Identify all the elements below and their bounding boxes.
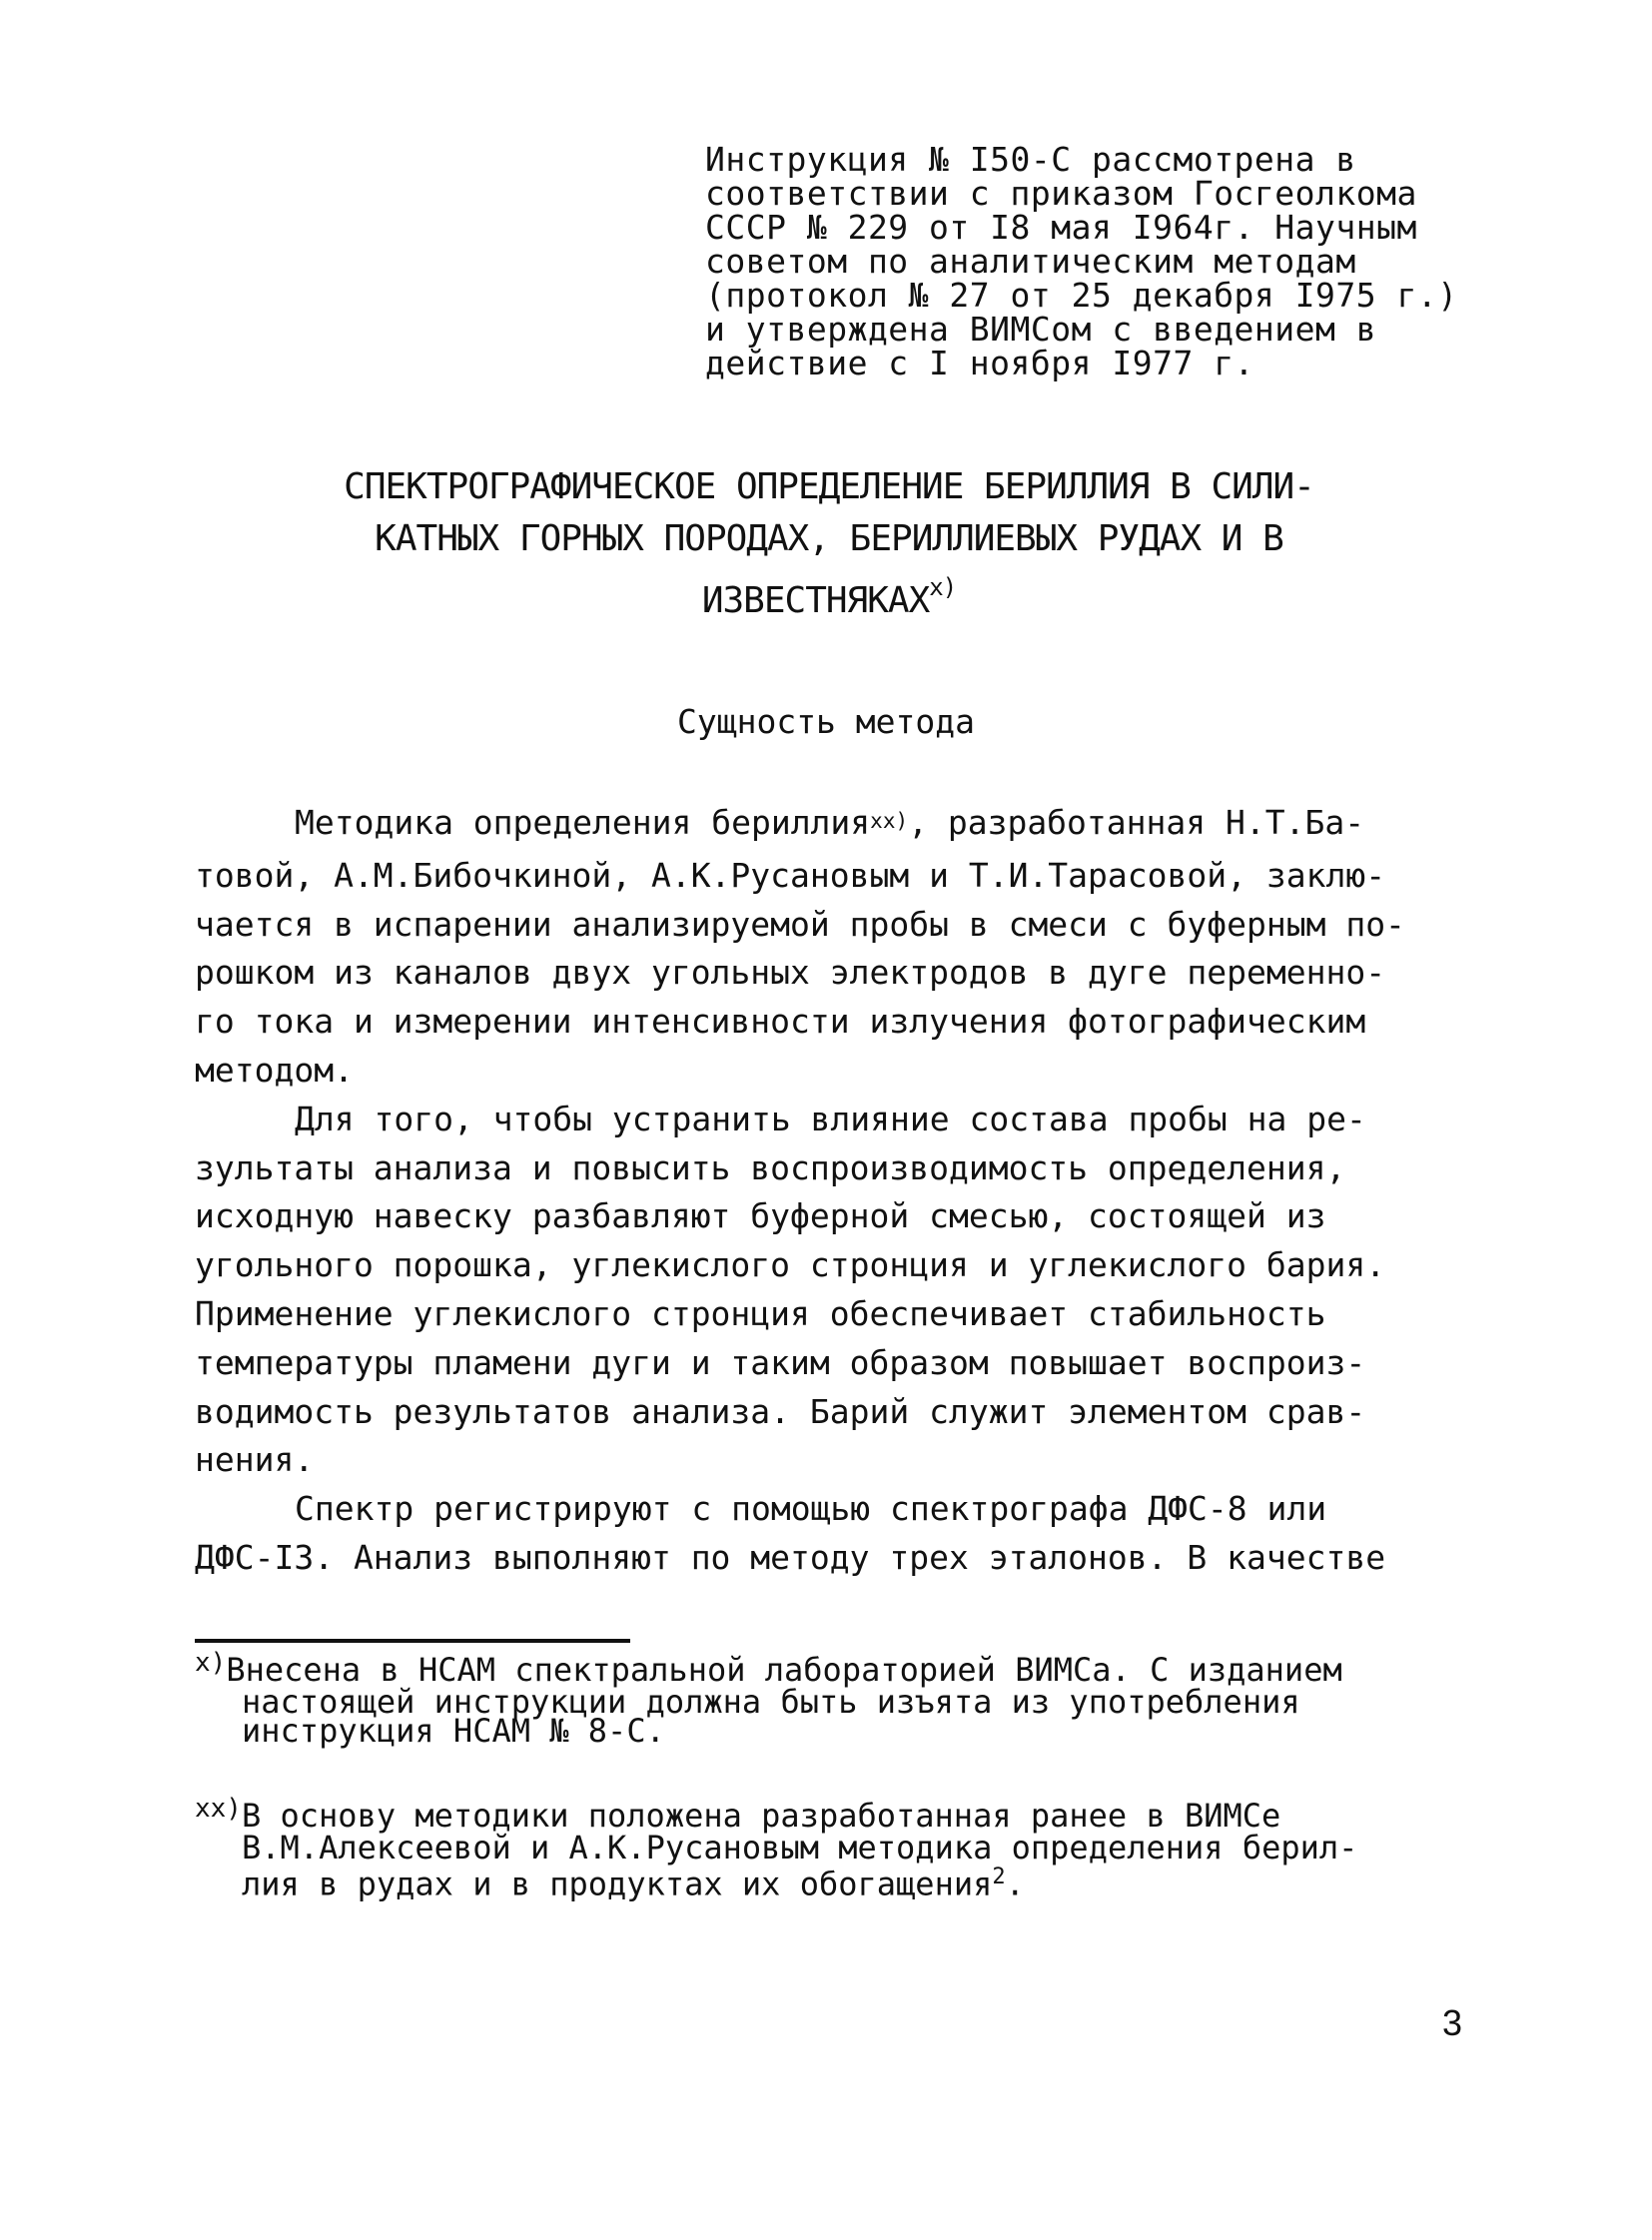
reference-marker: 2 [992, 1865, 1006, 1889]
paragraph-line: Спектр регистрируют с помощью спектрографа ДФС-8 или [295, 1489, 1327, 1529]
footnote-line [195, 1863, 1493, 1903]
paragraph-line: водимость результатов анализа. Барий служит элементом срав- [195, 1391, 1366, 1431]
document-title [300, 461, 1358, 627]
approval-line: соответствии с приказом Госгеолкома [705, 174, 1417, 213]
title-line-text: ИЗВЕСТНЯКАХ [701, 580, 930, 621]
text-run: Методика определения бериллия [295, 803, 871, 842]
paragraph-line: го тока и измерении интенсивности излучения фотографическим [195, 1002, 1366, 1042]
title-line [300, 565, 1358, 627]
approval-line: СССР № 229 от I8 мая I964г. Научным [705, 208, 1417, 247]
footnote-line: В.М.Алексеевой и А.К.Русановым методика определения берил- [242, 1829, 1358, 1867]
footnote [195, 1648, 1493, 1750]
approval-line: и утверждена ВИМСом с введением в [705, 310, 1377, 349]
paragraph-line: товой, А.М.Бибочкиной, А.К.Русановым и Т.И.Тарасовой, заклю- [195, 855, 1386, 895]
paragraph-line: Для того, чтобы устранить влияние состава пробы на ре- [295, 1099, 1366, 1138]
text-run: . [1005, 1865, 1025, 1903]
footnote-line: настоящей инструкции должна быть изъята из употребления [242, 1683, 1300, 1721]
footnote-marker: xx) [870, 809, 909, 833]
text-run: В основу методики положена разработанная ранее в ВИМСе [241, 1797, 1281, 1835]
footnote-marker: x) [195, 1648, 227, 1678]
paragraph-line: температуры пламени дуги и таким образом повышает воспроиз- [195, 1342, 1366, 1382]
text-run: Внесена в НСАМ спектральной лабораторией ВИМСа. С изданием [226, 1651, 1342, 1689]
paragraph-line: методом. [195, 1050, 354, 1090]
paragraph-line [195, 799, 1473, 852]
text-run: , разработанная Н.Т.Ба- [908, 803, 1365, 842]
paragraph-line: ДФС-I3. Анализ выполняют по методу трех эталонов. В качестве [195, 1537, 1386, 1577]
paragraph-line: нения. [195, 1440, 315, 1480]
paragraph-line: исходную навеску разбавляют буферной смесью, состоящей из [195, 1196, 1326, 1236]
approval-note [705, 140, 1464, 382]
footnote [195, 1794, 1493, 1903]
paragraph-line: зультаты анализа и повысить воспроизводимость определения, [195, 1147, 1346, 1187]
title-footnote-marker: x) [929, 573, 957, 601]
paragraph-line: угольного порошка, углекислого стронция и углекислого бария. [195, 1245, 1386, 1285]
title-line: КАТНЫХ ГОРНЫХ ПОРОДАХ, БЕРИЛЛИЕВЫХ РУДАХ И В [375, 518, 1283, 559]
footnote-line: инструкция НСАМ № 8-С. [242, 1712, 665, 1750]
paragraph-line: рошком из каналов двух угольных электродов в дуге переменно- [195, 953, 1386, 993]
body-text [195, 799, 1473, 1583]
approval-line: советом по аналитическим методам [705, 242, 1356, 281]
page-number: 3 [1442, 2002, 1463, 2043]
section-heading: Сущность метода [676, 702, 975, 741]
approval-line: (протокол № 27 от 25 декабря I975 г.) [705, 276, 1458, 315]
paragraph-line: Применение углекислого стронция обеспечивает стабильность [195, 1293, 1326, 1333]
approval-line: действие с I ноября I977 г. [705, 344, 1254, 382]
paragraph-line: чается в испарении анализируемой пробы в смеси с буферным по- [195, 904, 1405, 944]
title-line: СПЕКТРОГРАФИЧЕСКОЕ ОПРЕДЕЛЕНИЕ БЕРИЛЛИЯ В СИЛИ- [344, 466, 1314, 507]
footnote-marker: xx) [195, 1794, 242, 1824]
approval-line: Инструкция № I50-С рассмотрена в [705, 140, 1356, 179]
text-run: лия в рудах и в продуктах их обогащения [242, 1865, 993, 1903]
footnote-separator [195, 1639, 630, 1643]
